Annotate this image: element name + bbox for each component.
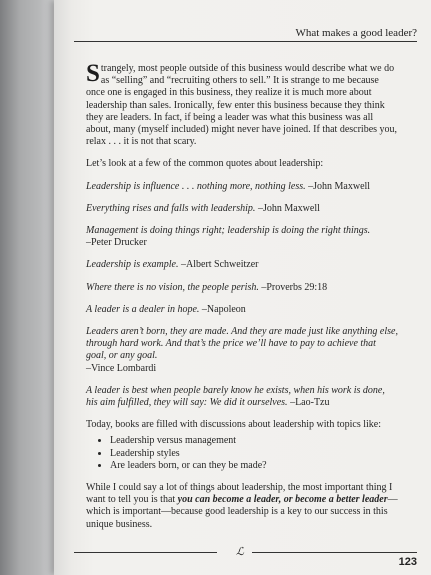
- quote-1: [86, 181, 398, 193]
- quote-author: –Lao-Tzu: [287, 397, 330, 409]
- footer-rule: [74, 548, 417, 556]
- closing-paragraph: [86, 482, 398, 531]
- running-header: [74, 27, 417, 42]
- intro-paragraph: [86, 60, 398, 148]
- header-title: What makes a good leader?: [295, 27, 417, 39]
- quote-7: [86, 326, 398, 375]
- quote-author: –John Maxwell: [305, 180, 371, 192]
- footer-rule-right: [252, 552, 417, 553]
- list-item: • Leadership versus management: [110, 435, 398, 447]
- quote-text: Leadership is influence . . . nothing more, nothing less.: [86, 180, 306, 192]
- quote-text: Leaders aren’t born, they are made. And they are made just like anything else, through hard work. And that’s the price we’ll have to pay to achieve that goal, or any goal.: [86, 326, 398, 362]
- flourish-icon: ℒ: [236, 546, 244, 558]
- quote-author: –John Maxwell: [255, 202, 320, 214]
- footer-rule-left: [74, 552, 217, 553]
- quote-5: [86, 282, 398, 294]
- closing-emphasis: you can become a leader, or become a better leader: [177, 494, 388, 506]
- quote-author: –Napoleon: [199, 303, 246, 315]
- quote-6: [86, 304, 398, 316]
- quote-author: –Albert Schweitzer: [178, 259, 259, 271]
- quote-4: [86, 259, 398, 271]
- quote-text: Leadership is example.: [86, 259, 179, 271]
- closing-text: While I could say a lot of things about leadership, the most important thing I want to tell you is that: [86, 482, 393, 506]
- closing-text: — which is important—because good leadership is a key to our success in this unique business.: [86, 494, 398, 530]
- book-page: [54, 0, 431, 575]
- quote-author: –Proverbs 29:18: [258, 281, 328, 293]
- quote-text: A leader is best when people barely know he exists, when his work is done, his aim fulfilled, they will say: We did it ourselves.: [86, 384, 385, 409]
- drop-cap: S: [86, 60, 100, 87]
- lead-in: Let’s look at a few of the common quotes about leadership:: [86, 158, 324, 170]
- quote-author: –Peter Drucker: [86, 237, 147, 249]
- quote-text: Management is doing things right; leadership is doing the right things.: [86, 225, 371, 237]
- quote-text: A leader is a dealer in hope.: [86, 303, 200, 315]
- list-item: • Leadership styles: [110, 448, 398, 460]
- quote-text: Everything rises and falls with leadership.: [86, 202, 256, 214]
- page-number: 123: [398, 556, 417, 568]
- quote-text: Where there is no vision, the people perish.: [86, 281, 259, 293]
- quote-8: [86, 385, 398, 409]
- topics-intro: Today, books are filled with discussions about leadership with topics like:: [86, 419, 381, 431]
- quote-3: [86, 225, 398, 249]
- quote-author: –Vince Lombardi: [86, 362, 157, 374]
- intro-text: trangely, most people outside of this business would describe what we do as “selling” and “recruiting others to sell.” It is strange to me because once one is engaged in this business, they realize it is much more about leadership than sales. Ironically, few enter this business because they think they are leaders. In fact, if being a leader was what this business was all about, many (myself included) might never have joined. If that describes you, relax . . . it is not that scary.: [86, 63, 398, 148]
- list-item: • Are leaders born, or can they be made?: [110, 460, 398, 472]
- quote-2: [86, 203, 398, 215]
- page-body: [86, 60, 398, 541]
- topics-list: [110, 435, 398, 472]
